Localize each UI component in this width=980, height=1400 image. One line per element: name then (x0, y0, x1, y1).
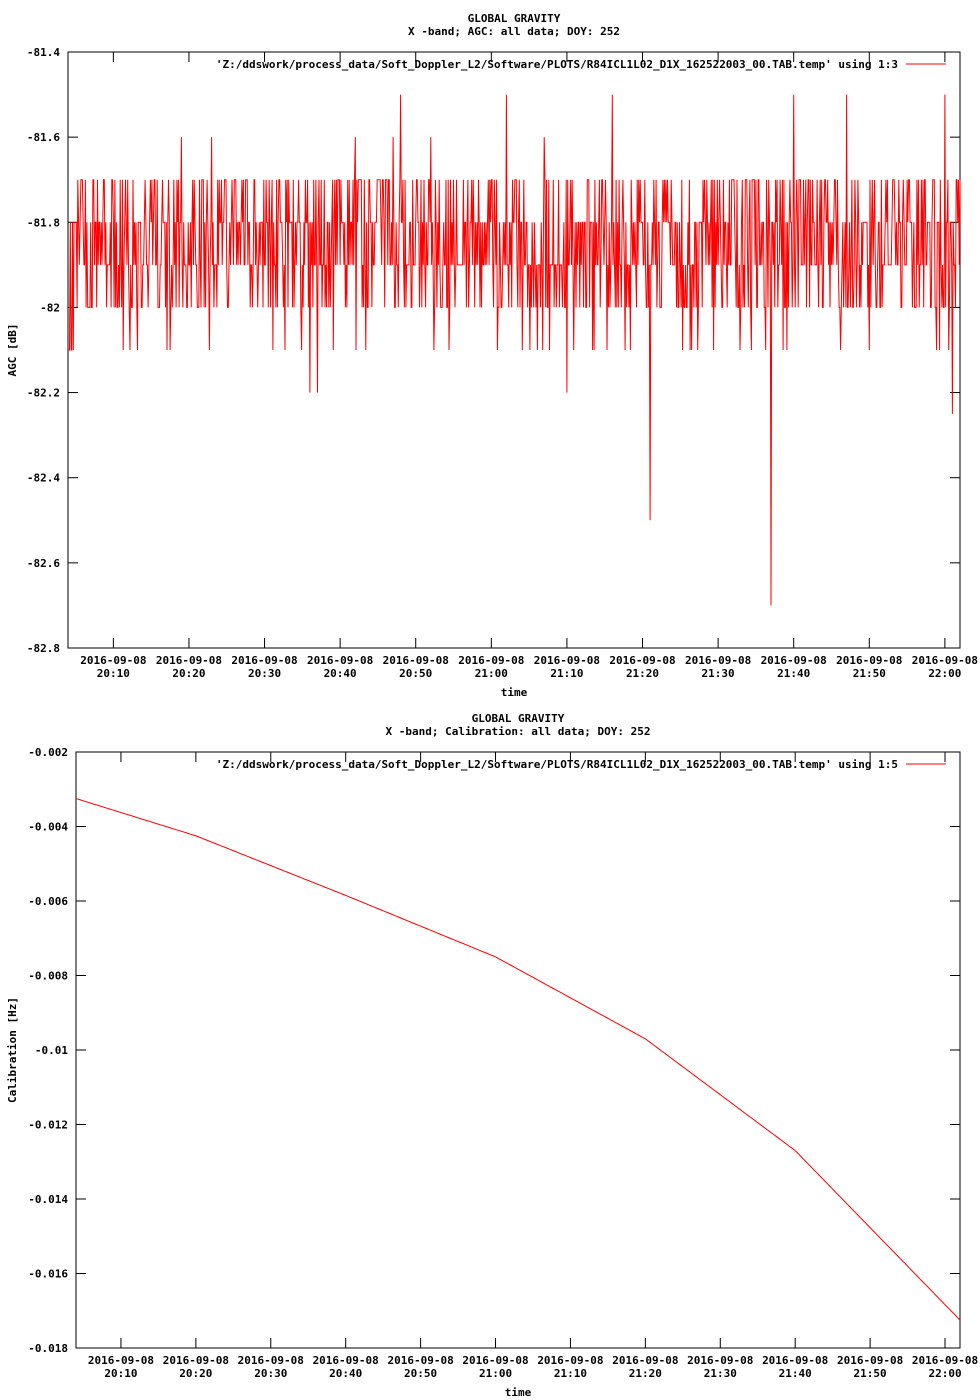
y-axis-label: AGC [dB] (6, 323, 19, 377)
x-tick-date-label: 2016-09-08 (237, 1354, 304, 1367)
x-axis-label: time (504, 1386, 532, 1399)
x-tick-date-label: 2016-09-08 (537, 1354, 604, 1367)
y-tick-label: -82 (40, 301, 60, 315)
chart-subtitle: X -band; Calibration: all data; DOY: 252 (385, 725, 651, 738)
y-tick-label: -81.6 (26, 131, 60, 145)
x-tick-date-label: 2016-09-08 (80, 654, 147, 667)
y-tick-label: -82.6 (26, 556, 60, 570)
x-tick-time-label: 20:20 (172, 667, 206, 680)
legend-label: 'Z:/ddswork/process_data/Soft_Doppler_L2/Software/PLOTS/R84ICL1L02_D1X_162522003_00.TAB.temp' using 1:5 (215, 758, 898, 771)
x-tick-date-label: 2016-09-08 (458, 654, 525, 667)
x-tick-time-label: 21:20 (628, 1367, 662, 1380)
x-tick-time-label: 21:30 (701, 667, 735, 680)
y-tick-label: -0.012 (28, 1118, 68, 1132)
y-tick-label: -0.014 (28, 1193, 68, 1206)
chart-1 (6, 12, 978, 699)
x-tick-time-label: 21:10 (553, 1367, 588, 1380)
x-tick-time-label: 21:50 (853, 1367, 887, 1380)
x-tick-time-label: 22:00 (928, 1367, 962, 1380)
x-tick-date-label: 2016-09-08 (911, 1354, 979, 1367)
y-tick-label: -81.4 (26, 46, 60, 59)
x-tick-date-label: 2016-09-08 (687, 1354, 754, 1367)
x-tick-time-label: 21:40 (777, 667, 811, 680)
x-tick-time-label: 20:40 (323, 667, 357, 680)
y-tick-label: -0.004 (28, 820, 68, 834)
x-tick-time-label: 20:10 (96, 667, 130, 680)
y-tick-label: -0.01 (34, 1044, 68, 1057)
y-tick-label: -0.006 (28, 895, 68, 908)
y-tick-label: -0.002 (28, 746, 68, 759)
x-tick-date-label: 2016-09-08 (533, 654, 601, 667)
y-tick-label: -0.008 (28, 969, 68, 983)
x-tick-date-label: 2016-09-08 (836, 654, 903, 667)
x-tick-time-label: 21:00 (478, 1367, 513, 1380)
x-tick-time-label: 20:50 (399, 667, 433, 680)
y-tick-label: -81.8 (26, 216, 60, 230)
chart-title: GLOBAL GRAVITY (467, 12, 561, 25)
chart-2 (6, 712, 978, 1399)
x-tick-time-label: 22:00 (928, 667, 962, 680)
x-tick-date-label: 2016-09-08 (836, 1354, 904, 1367)
x-tick-time-label: 21:50 (852, 667, 886, 680)
x-tick-time-label: 20:20 (179, 1367, 213, 1380)
y-tick-label: -82.4 (26, 471, 60, 485)
x-tick-date-label: 2016-09-08 (684, 654, 752, 667)
x-tick-time-label: 21:10 (550, 667, 584, 680)
x-tick-date-label: 2016-09-08 (382, 654, 449, 667)
x-tick-date-label: 2016-09-08 (231, 654, 298, 667)
chart-subtitle: X -band; AGC: all data; DOY: 252 (408, 25, 620, 38)
x-tick-time-label: 20:10 (104, 1367, 138, 1380)
x-tick-date-label: 2016-09-08 (387, 1354, 454, 1367)
x-tick-date-label: 2016-09-08 (307, 654, 374, 667)
x-tick-date-label: 2016-09-08 (612, 1354, 679, 1367)
x-tick-time-label: 21:20 (625, 667, 660, 680)
series-line (68, 95, 960, 606)
y-tick-label: -82.8 (26, 642, 60, 655)
x-tick-date-label: 2016-09-08 (760, 654, 827, 667)
x-tick-time-label: 20:50 (404, 1367, 438, 1380)
y-axis-label: Calibration [Hz] (6, 997, 19, 1103)
x-tick-time-label: 20:30 (254, 1367, 288, 1380)
x-tick-date-label: 2016-09-08 (762, 1354, 829, 1367)
x-tick-time-label: 21:00 (474, 667, 508, 680)
series-line (76, 799, 960, 1321)
x-tick-date-label: 2016-09-08 (87, 1354, 155, 1367)
y-tick-label: -0.018 (28, 1342, 68, 1355)
x-tick-time-label: 21:40 (778, 1367, 812, 1380)
plot-frame (68, 52, 960, 648)
x-tick-date-label: 2016-09-08 (312, 1354, 379, 1367)
x-tick-date-label: 2016-09-08 (911, 654, 978, 667)
chart-title: GLOBAL GRAVITY (471, 712, 565, 725)
legend-label: 'Z:/ddswork/process_data/Soft_Doppler_L2/Software/PLOTS/R84ICL1L02_D1X_162522003_00.TAB.temp' using 1:3 (215, 58, 898, 71)
x-axis-label: time (500, 686, 528, 699)
x-tick-date-label: 2016-09-08 (462, 1354, 529, 1367)
x-tick-date-label: 2016-09-08 (155, 654, 223, 667)
x-tick-date-label: 2016-09-08 (162, 1354, 229, 1367)
y-tick-label: -0.016 (28, 1267, 68, 1281)
y-tick-label: -82.2 (26, 386, 60, 400)
x-tick-time-label: 21:30 (703, 1367, 737, 1380)
x-tick-time-label: 20:40 (329, 1367, 363, 1380)
x-tick-date-label: 2016-09-08 (609, 654, 676, 667)
x-tick-time-label: 20:30 (247, 667, 282, 680)
